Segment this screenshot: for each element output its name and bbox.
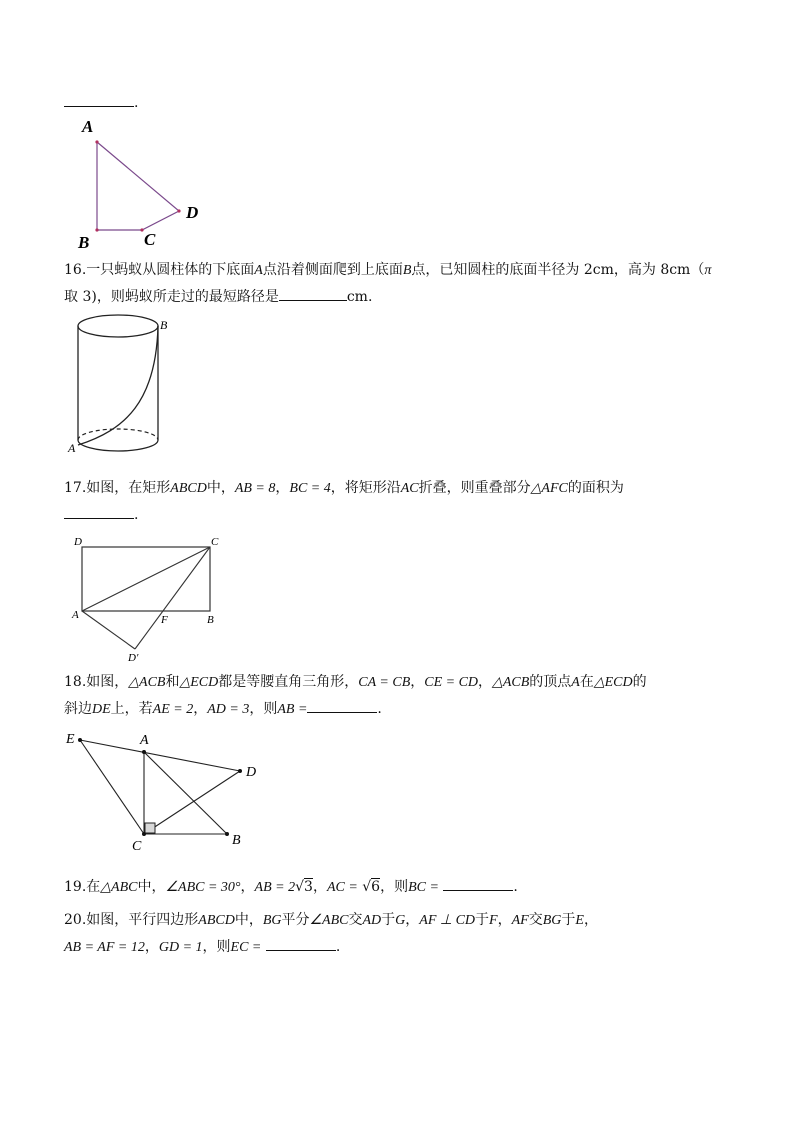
answer-blank[interactable] xyxy=(266,936,336,951)
q20-line-1: 20.如图，平行四边形ABCD中，BG平分∠ABC交AD于G，AF ⊥ CD于F，AF交BG于E， xyxy=(64,912,598,928)
question-number: 16. xyxy=(64,262,87,278)
label-b: B xyxy=(78,233,90,252)
segment-cd xyxy=(144,771,240,834)
q19-line: 19.在△ABC中，∠ABC = 30°，AB = 2√3，AC = √6，则BC = . xyxy=(64,876,518,898)
question-number: 17. xyxy=(64,480,87,496)
top-ellipse xyxy=(78,315,158,337)
figure-q16-cylinder xyxy=(70,312,180,460)
label-f: F xyxy=(161,614,168,626)
figure-q18 xyxy=(60,726,270,856)
label-d: D xyxy=(74,536,82,548)
label-d-prime: D′ xyxy=(128,652,139,664)
question-number: 20. xyxy=(64,912,87,928)
ant-path xyxy=(78,326,158,445)
point-a xyxy=(95,140,98,143)
label-a: A xyxy=(82,117,94,136)
q17-line-1: 17.如图，在矩形ABCD中，AB = 8，BC = 4，将矩形沿AC折叠，则重叠部分△AFC的面积为 xyxy=(64,480,624,496)
quadrilateral-abcd xyxy=(97,142,179,230)
figure-q15 xyxy=(70,112,220,252)
q15-answer-line: . xyxy=(64,92,138,113)
label-b: B xyxy=(160,318,168,332)
q18-line-1: 18.如图，△ACB和△ECD都是等腰直角三角形，CA = CB，CE = CD，△ACB的顶点A在△ECD的 xyxy=(64,674,647,690)
figure-q17 xyxy=(70,533,230,663)
q16-line-1: 16.一只蚂蚁从圆柱体的下底面A点沿着侧面爬到上底面B点，已知圆柱的底面半径为 2cm，高为 8cm（π xyxy=(64,262,712,278)
label-b: B xyxy=(232,833,241,848)
label-a: A xyxy=(140,733,149,748)
label-c: C xyxy=(144,230,156,249)
diagonal-ac xyxy=(82,547,210,611)
segment-ec xyxy=(80,740,144,834)
question-number: 19. xyxy=(64,879,87,895)
bottom-ellipse-back xyxy=(78,429,158,440)
label-b: B xyxy=(207,614,214,626)
answer-blank[interactable] xyxy=(443,876,513,891)
q16-line-2: 取 3)，则蚂蚁所走过的最短路径是 cm. xyxy=(64,286,372,307)
right-angle-marker xyxy=(145,823,155,833)
label-c: C xyxy=(211,536,219,548)
label-d: D xyxy=(246,765,257,780)
answer-blank[interactable] xyxy=(307,698,377,713)
question-number: 18. xyxy=(64,674,87,690)
sqrt-3: √3 xyxy=(295,879,313,895)
point-b xyxy=(95,228,98,231)
q20-line-2: AB = AF = 12，GD = 1，则EC = . xyxy=(64,936,340,958)
label-a: A xyxy=(72,609,79,621)
segment-ed xyxy=(80,740,240,771)
label-c: C xyxy=(132,839,142,854)
label-a: A xyxy=(68,441,76,455)
answer-blank[interactable] xyxy=(64,92,134,107)
q18-line-2: 斜边DE上，若AE = 2，AD = 3，则AB = . xyxy=(64,698,382,720)
label-e: E xyxy=(66,732,75,747)
sqrt-6: √6 xyxy=(362,879,381,895)
q17-line-2: . xyxy=(64,504,138,525)
answer-blank[interactable] xyxy=(279,286,347,301)
answer-blank[interactable] xyxy=(64,504,134,519)
point-d xyxy=(177,209,180,212)
label-d: D xyxy=(186,203,199,222)
bottom-ellipse-front xyxy=(78,440,158,451)
segment-ab xyxy=(144,752,227,834)
